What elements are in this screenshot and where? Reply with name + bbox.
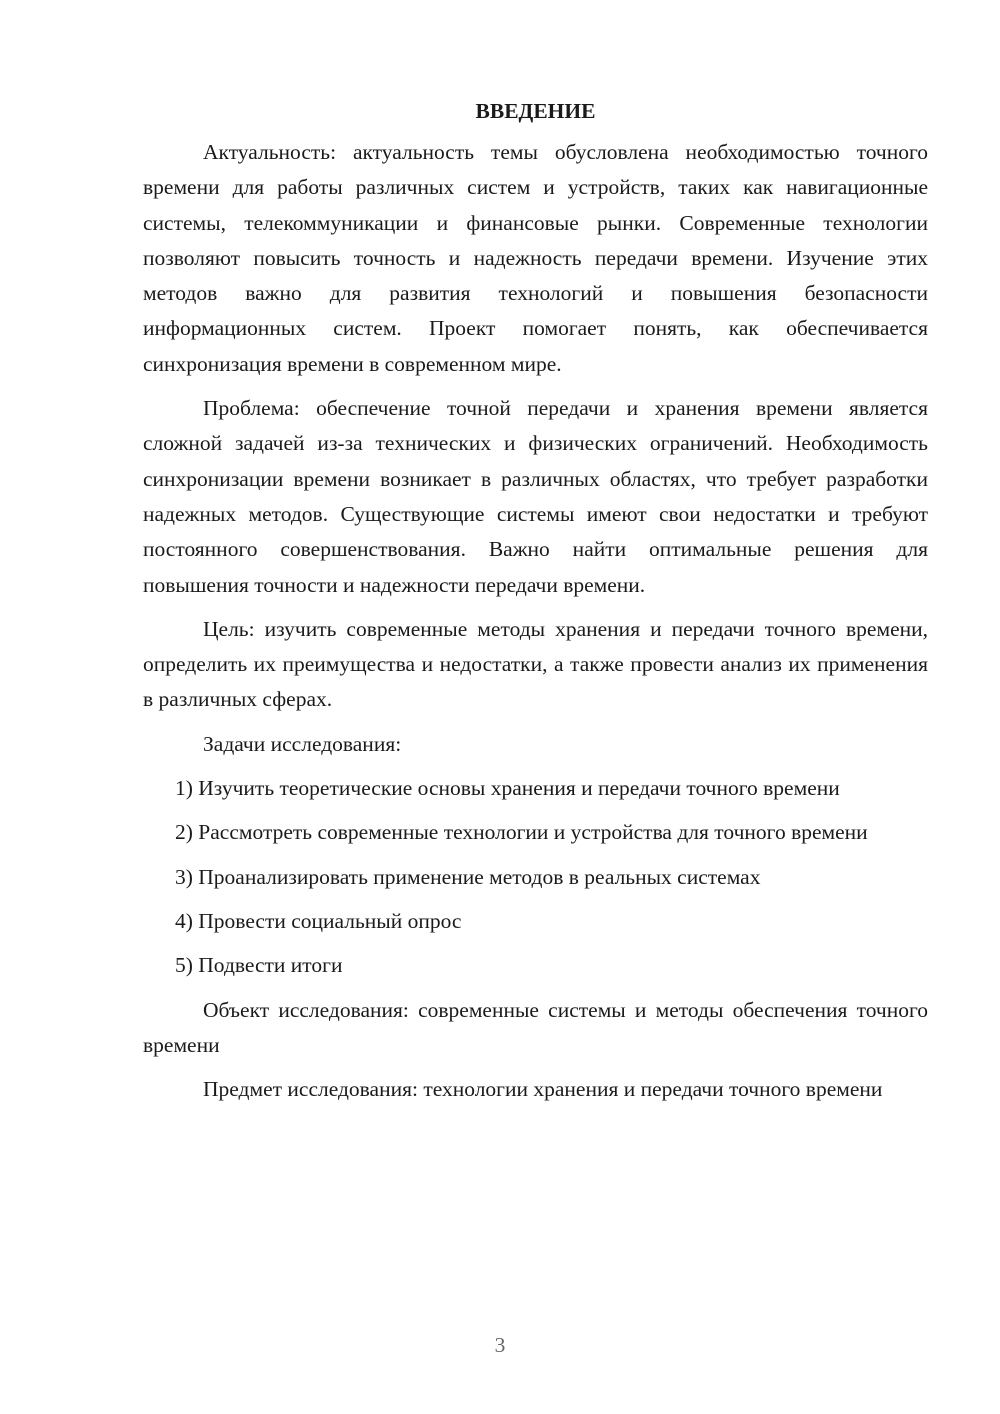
paragraph-object: Объект исследования: современные системы и методы обеспечения точного времени (143, 997, 928, 1057)
page-number: 3 (494, 1333, 506, 1357)
list-item: 4) Провести социальный опрос (175, 908, 462, 933)
list-item: 3) Проанализировать применение методов в реальных системах (175, 864, 761, 889)
document-page (143, 96, 928, 1116)
paragraph-relevance: Актуальность: актуальность темы обусловлена необходимостью точного времени для работы различных систем и устройств, таких как навигационные системы, телекоммуникации и финансовые рынки. Современные технологии позволяют повысить точность и надежность передачи времени. Изучение этих методов важно для развития технологий и повышения безопасности информационных систем. Проект помогает понять, как обеспечивается синхронизация времени в современном мире. (143, 140, 928, 376)
paragraph-subject: Предмет исследования: технологии хранения и передачи точного времени (203, 1077, 883, 1102)
list-item: 2) Рассмотреть современные технологии и устройства для точного времени (175, 820, 868, 845)
tasks-list (143, 771, 928, 983)
section-heading: ВВЕДЕНИЕ (475, 99, 596, 123)
paragraph-problem: Проблема: обеспечение точной передачи и хранения времени является сложной задачей из-за технических и физических ограничений. Необходимость синхронизации времени возникает в различных областях, что требует разработки надежных методов. Существующие системы имеют свои недостатки и требуют постоянного совершенствования. Важно найти оптимальные решения для повышения точности и надежности передачи времени. (143, 396, 928, 597)
paragraph-goal: Цель: изучить современные методы хранения и передачи точного времени, определить их преимущества и недостатки, а также провести анализ их применения в различных сферах. (143, 616, 928, 712)
list-item: 1) Изучить теоретические основы хранения и передачи точного времени (175, 776, 840, 801)
paragraph-tasks-intro: Задачи исследования: (203, 731, 402, 756)
list-item: 5) Подвести итоги (175, 953, 343, 978)
